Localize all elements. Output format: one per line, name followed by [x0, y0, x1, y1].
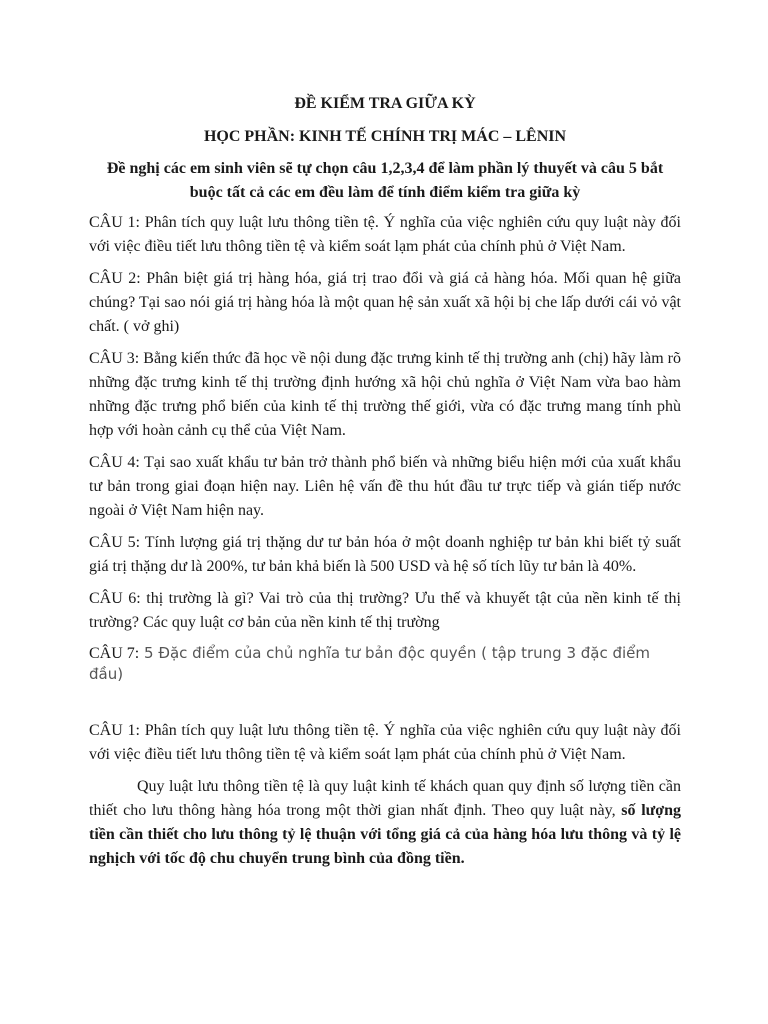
question-label: CÂU 1: [89, 722, 140, 739]
question-text: thị trường là gì? Vai trò của thị trường? Ưu thế và khuyết tật của nền kinh tế thị trường? Các quy luật cơ bản của nền kinh tế thị trường [89, 590, 682, 631]
question-3 [89, 347, 681, 443]
subject-title: HỌC PHẦN: KINH TẾ CHÍNH TRỊ MÁC – LÊNIN [203, 128, 567, 145]
exam-title: ĐỀ KIỂM TRA GIỮA KỲ [294, 95, 476, 112]
question-7 [89, 643, 681, 685]
question-text: Phân tích quy luật lưu thông tiền tệ. Ý nghĩa của việc nghiên cứu quy luật này đối với việc điều tiết lưu thông tiền tệ và kiểm soát lạm phát của chính phủ ở Việt Nam. [89, 214, 681, 255]
question-text: 5 Đặc điểm của chủ nghĩa tư bản độc quyền ( tập trung 3 đặc điểm đầu) [89, 644, 651, 683]
question-text: Tại sao xuất khẩu tư bản trở thành phổ biến và những biểu hiện mới của xuất khẩu tư bản trong giai đoạn hiện nay. Liên hệ vấn đề thu hút đầu tư trực tiếp và gián tiếp nước ngoài ở Việt Nam hiện nay. [89, 454, 681, 519]
question-4 [89, 451, 681, 523]
document-page [89, 92, 681, 871]
question-1 [89, 211, 681, 259]
question-label: CÂU 5: [89, 534, 141, 551]
question-text: Bằng kiến thức đã học về nội dung đặc trưng kinh tế thị trường anh (chị) hãy làm rõ những đặc trưng kinh tế thị trường định hướng xã hội chủ nghĩa ở Việt Nam vừa bao hàm những đặc trưng phổ biến của kinh tế thị trường thế giới, vừa có đặc trưng mang tính phù hợp với hoàn cảnh cụ thể của Việt Nam. [89, 350, 681, 439]
question-text: Phân tích quy luật lưu thông tiền tệ. Ý nghĩa của việc nghiên cứu quy luật này đối với việc điều tiết lưu thông tiền tệ và kiểm soát lạm phát của chính phủ ở Việt Nam. [89, 722, 681, 763]
answer-bold-text: số lượng tiền cần thiết cho lưu thông tỷ lệ thuận với tổng giá cả của hàng hóa lưu thông và tỷ lệ nghịch với tốc độ chu chuyển trung bình của đồng tiền. [89, 802, 682, 867]
question-text: Tính lượng giá trị thặng dư tư bản hóa ở một doanh nghiệp tư bản khi biết tỷ suất giá trị thặng dư là 200%, tư bản khả biến là 500 USD và hệ số tích lũy tư bản là 40%. [89, 534, 682, 575]
question-label: CÂU 2: [89, 270, 141, 287]
answer-paragraph [89, 775, 681, 871]
answer-intro-text: Quy luật lưu thông tiền tệ là quy luật kinh tế khách quan quy định số lượng tiền cần thiết cho lưu thông hàng hóa trong một thời gian nhất định. Theo quy luật này, [89, 778, 681, 819]
question-5 [89, 531, 681, 579]
question-6 [89, 587, 681, 635]
question-label: CÂU 6: [89, 590, 141, 607]
question-label: CÂU 7: [89, 645, 140, 662]
answer-question [89, 719, 681, 767]
question-label: CÂU 4: [89, 454, 140, 471]
question-2 [89, 267, 681, 339]
exam-instruction: Đề nghị các em sinh viên sẽ tự chọn câu 1,2,3,4 để làm phần lý thuyết và câu 5 bắt buộc tất cả các em đều làm để tính điểm kiểm tra giữa kỳ [106, 160, 664, 201]
question-label: CÂU 3: [89, 350, 140, 367]
question-label: CÂU 1: [89, 214, 140, 231]
question-text: Phân biệt giá trị hàng hóa, giá trị trao đổi và giá cả hàng hóa. Mối quan hệ giữa chúng? Tại sao nói giá trị hàng hóa là một quan hệ sản xuất xã hội bị che lấp dưới cái vỏ vật chất. ( vở ghi) [89, 270, 681, 335]
